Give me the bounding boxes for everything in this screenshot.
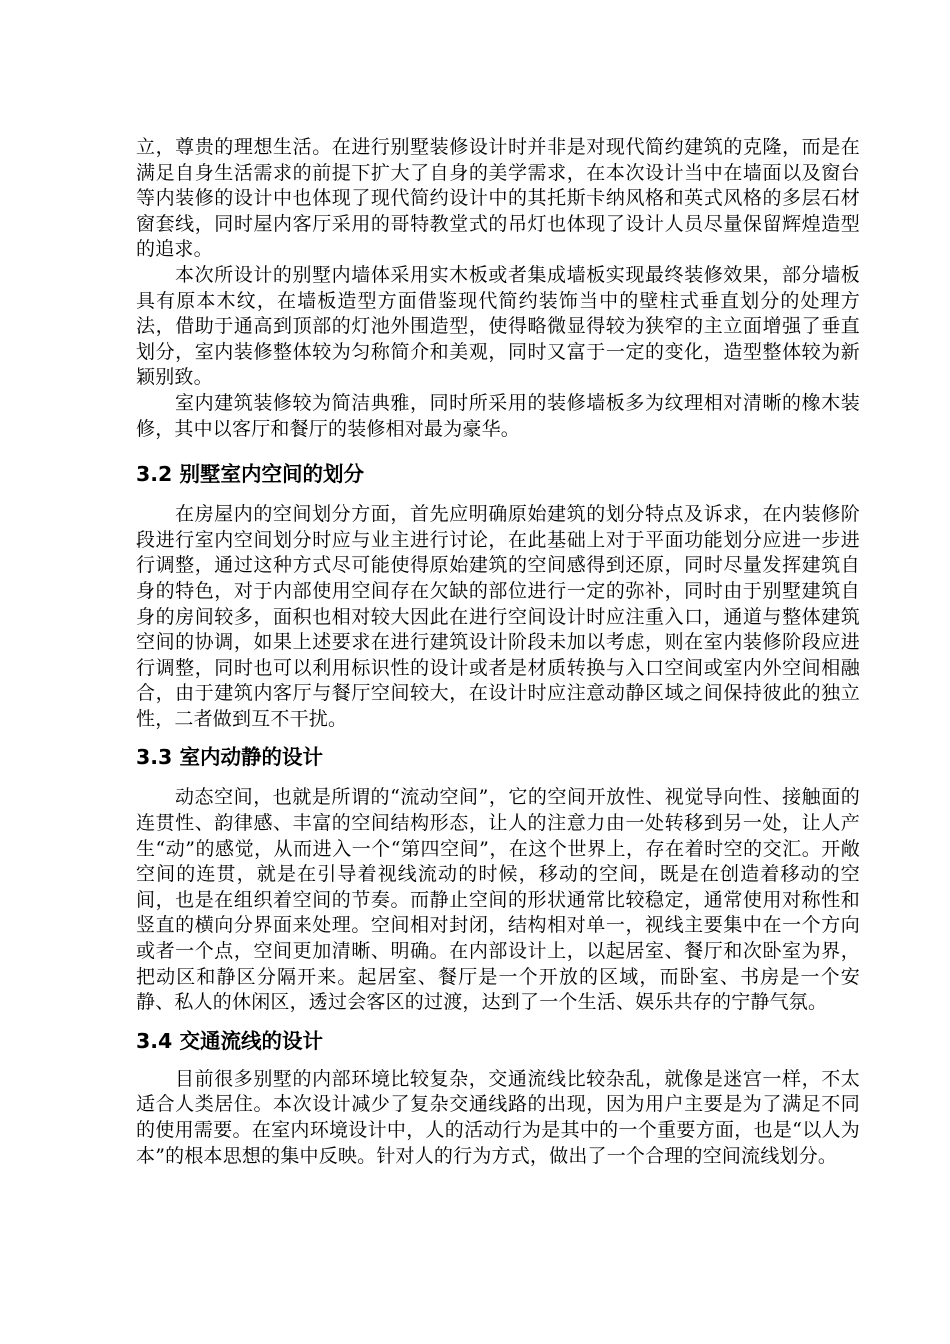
section-3-3-paragraph: 动态空间，也就是所谓的“流动空间”，它的空间开放性、视觉导向性、接触面的连贯性、韵律感、丰富的空间结构形态，让人的注意力由一处转移到另一处，让人产生“动”的感觉，从而进入一个“第四空间”，在这个世界上，存在着时空的交汇。开敞空间的连贯，就是在引导着视线流动的时候，移动的空间，既是在创造着移动的空间，也是在组织着空间的节奏。而静止空间的形状通常比较稳定，通常使用对称性和竖直的横向分界面来处理。空间相对封闭，结构相对单一，视线主要集中在一个方向或者一个点，空间更加清晰、明确。在内部设计上，以起居室、餐厅和次卧室为界，把动区和静区分隔开来。起居室、餐厅是一个开放的区域，而卧室、书房是一个安静、私人的休闲区，透过会客区的过渡，达到了一个生活、娱乐共存的宁静气氛。 [136, 786, 860, 1014]
section-3-4-heading: 3.4 交通流线的设计 [136, 1028, 323, 1053]
section-3-3-heading: 3.3 室内动静的设计 [136, 745, 323, 770]
section-3-2-heading: 3.2 别墅室内空间的划分 [136, 462, 364, 487]
section-3-4-paragraph: 目前很多别墅的内部环境比较复杂，交通流线比较杂乱，就像是迷宫一样，不太适合人类居住。本次设计减少了复杂交通线路的出现，因为用户主要是为了满足不同的使用需要。在室内环境设计中，人的活动行为是其中的一个重要方面，也是“以人为本”的根本思想的集中反映。针对人的行为方式，做出了一个合理的空间流线划分。 [136, 1067, 860, 1167]
intro-paragraph-2: 本次所设计的别墅内墙体采用实木板或者集成墙板实现最终装修效果，部分墙板具有原本木纹，在墙板造型方面借鉴现代简约装饰当中的壁柱式垂直划分的处理方法，借助于通高到顶部的灯池外围造型，使得略微显得较为狭窄的主立面增强了垂直划分，室内装修整体较为匀称简介和美观，同时又富于一定的变化，造型整体较为新颖别致。 [136, 263, 860, 389]
intro-paragraph-1: 立，尊贵的理想生活。在进行别墅装修设计时并非是对现代简约建筑的克隆，而是在满足自身生活需求的前提下扩大了自身的美学需求，在本次设计当中在墙面以及窗台等内装修的设计中也体现了现代简约设计中的其托斯卡纳风格和英式风格的多层石材窗套线，同时屋内客厅采用的哥特教堂式的吊灯也体现了设计人员尽量保留辉煌造型的追求。 [136, 136, 860, 261]
section-3-2-paragraph: 在房屋内的空间划分方面，首先应明确原始建筑的划分特点及诉求，在内装修阶段进行室内空间划分时应与业主进行讨论，在此基础上对于平面功能划分应进一步进行调整，通过这种方式尽可能使得原始建筑的空间感得到还原，同时尽量发挥建筑自身的特色，对于内部使用空间存在欠缺的部位进行一定的弥补，同时由于别墅建筑自身的房间较多，面积也相对较大因此在进行空间设计时应注重入口，通道与整体建筑空间的协调，如果上述要求在进行建筑设计阶段未加以考虑，则在室内装修阶段应进行调整，同时也可以利用标识性的设计或者是材质转换与入口空间或室内外空间相融合，由于建筑内客厅与餐厅空间较大，在设计时应注意动静区域之间保持彼此的独立性，二者做到互不干扰。 [136, 503, 860, 730]
intro-paragraph-3: 室内建筑装修较为简洁典雅，同时所采用的装修墙板多为纹理相对清晰的橡木装修，其中以客厅和餐厅的装修相对最为豪华。 [136, 391, 860, 440]
document-page [136, 135, 860, 1169]
